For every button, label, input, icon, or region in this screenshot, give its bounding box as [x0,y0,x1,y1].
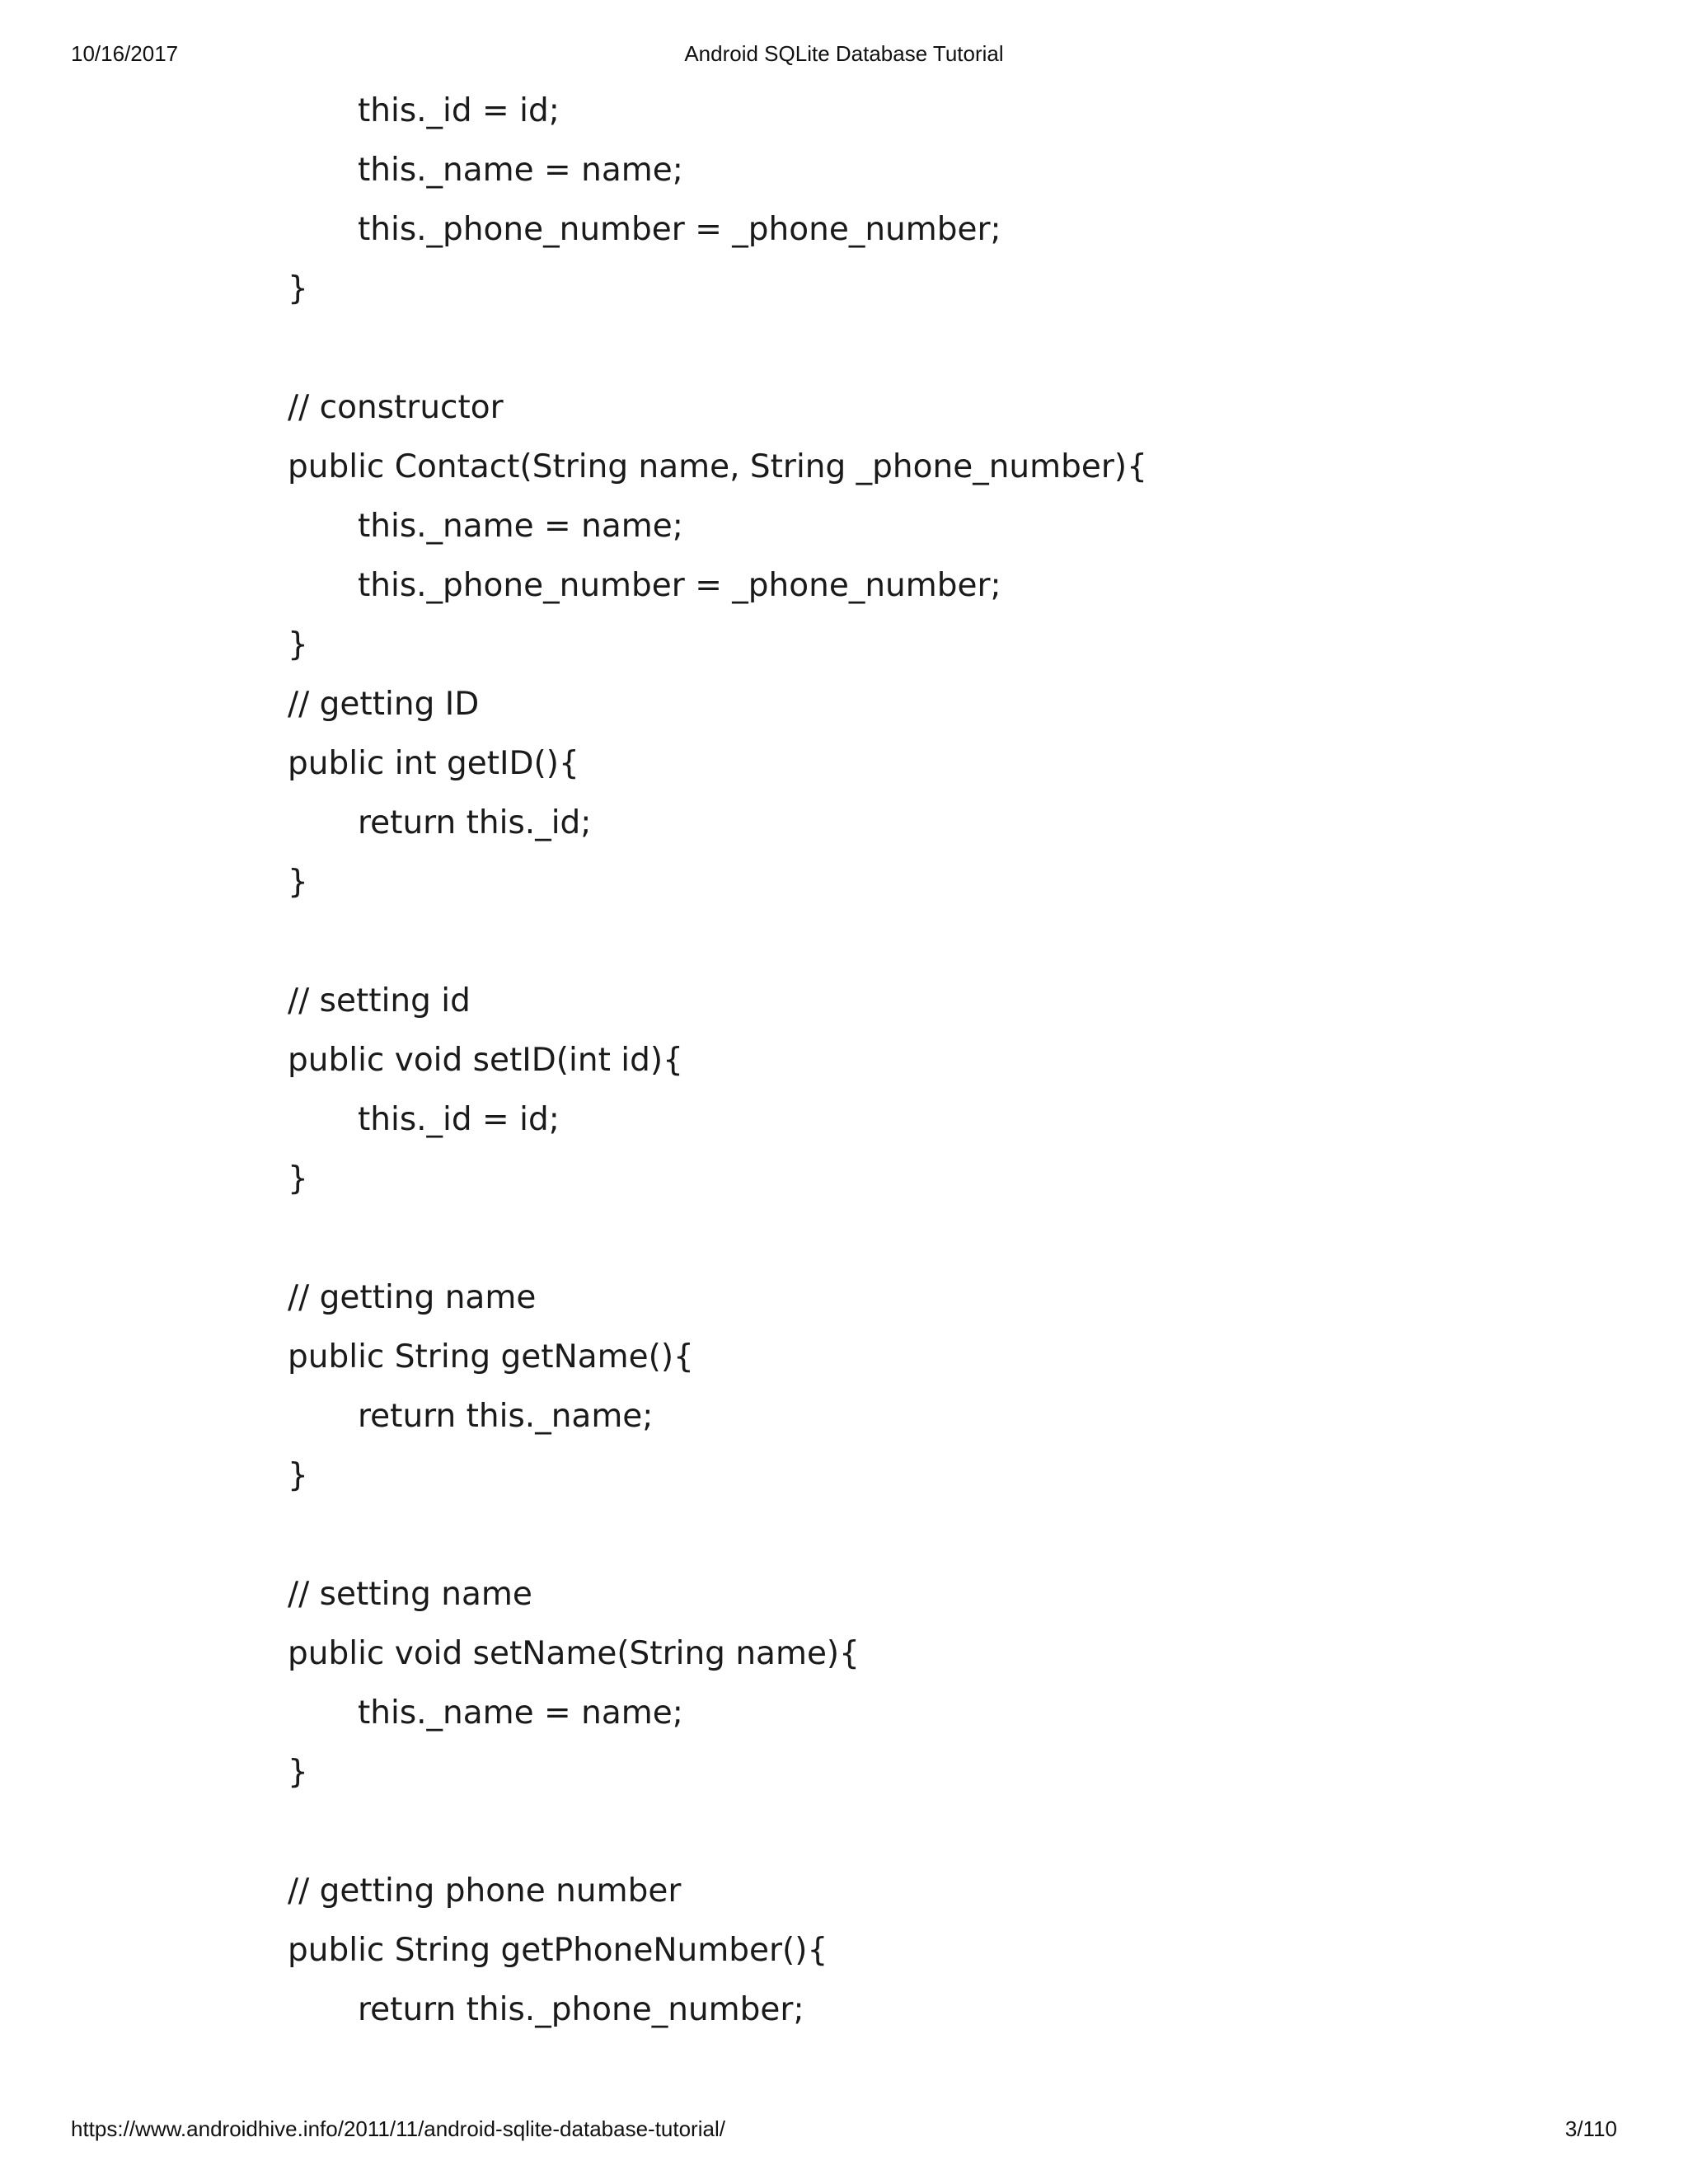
print-header [0,41,1688,74]
code-line: // getting name [288,1279,537,1316]
code-line: return this._name; [358,1398,654,1435]
code-line: this._name = name; [358,508,683,545]
code-line: public String getName(){ [288,1338,694,1376]
code-line: this._id = id; [358,1101,560,1138]
code-line: } [288,1457,308,1494]
code-line: this._phone_number = _phone_number; [358,211,1001,248]
page-url: https://www.androidhive.info/2011/11/android-sqlite-database-tutorial/ [71,2116,725,2141]
code-line: // setting name [288,1576,532,1613]
code-line: this._phone_number = _phone_number; [358,567,1001,604]
code-line: public void setID(int id){ [288,1042,683,1079]
code-line: return this._phone_number; [358,1991,804,2028]
code-line: return this._id; [358,804,592,841]
code-line: } [288,1754,308,1791]
code-line: } [288,1160,308,1197]
code-line: // setting id [288,982,471,1019]
code-line: } [288,270,308,307]
code-line: // getting phone number [288,1872,682,1910]
page-number: 3/110 [1564,2116,1617,2141]
code-line: public Contact(String name, String _phone_number){ [288,448,1147,485]
code-line: } [288,864,308,901]
code-line: } [288,626,308,663]
code-line: public String getPhoneNumber(){ [288,1932,828,1969]
code-line: public int getID(){ [288,745,579,782]
code-line: // getting ID [288,686,480,723]
code-line: this._name = name; [358,1694,683,1732]
code-line: this._id = id; [358,92,560,129]
code-line: public void setName(String name){ [288,1635,860,1672]
print-footer [0,2116,1688,2149]
code-line: this._name = name; [358,152,683,189]
code-line: // constructor [288,389,504,426]
print-date: 10/16/2017 [71,41,179,66]
page-title: Android SQLite Database Tutorial [684,41,1004,66]
